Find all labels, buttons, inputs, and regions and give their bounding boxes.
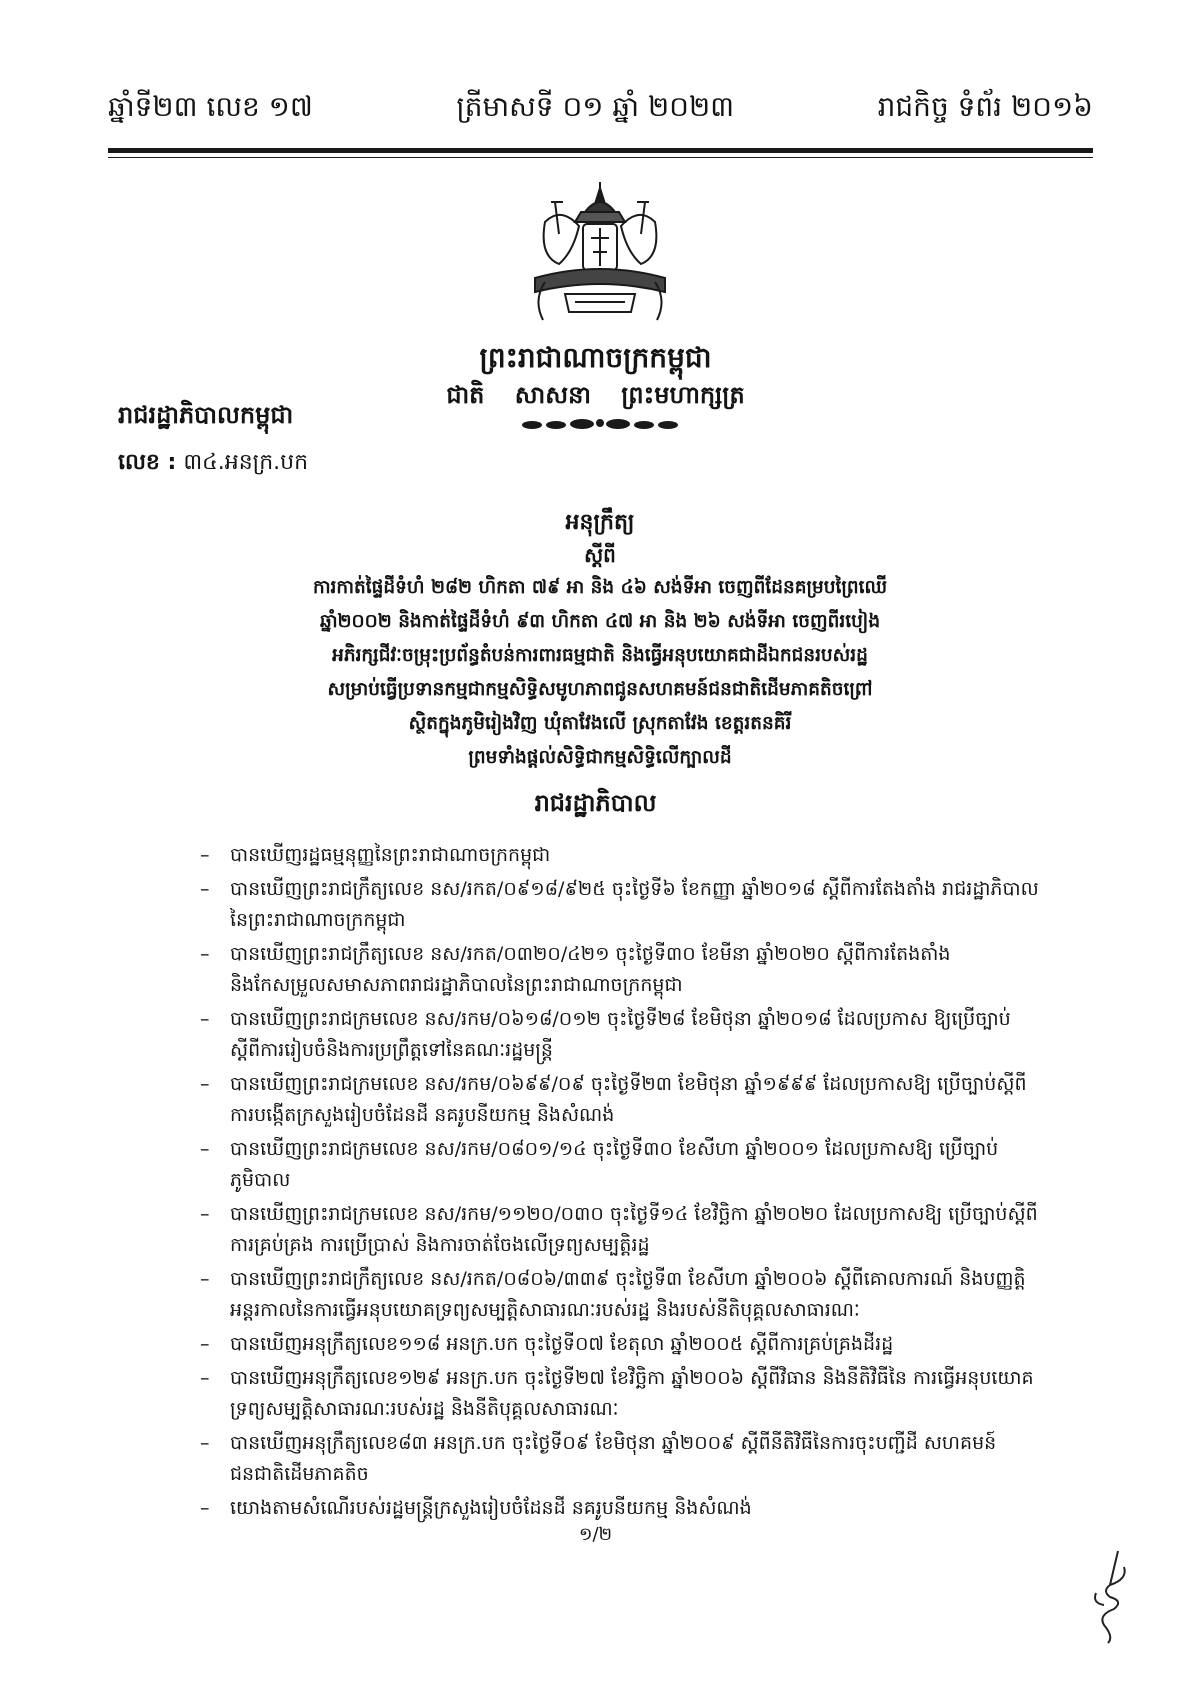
dash-bullet: –	[200, 1073, 210, 1095]
kingdom-motto: ជាតិ សាសនា ព្រះមហាក្សត្រ	[446, 381, 745, 409]
visa-text: បានឃើញព្រះរាជក្រមលេខ នស/រកម/០៦១៨/០១២ ចុះថ្ងៃទី២៨ ខែមិថុនា ឆ្នាំ២០១៨ ដែលប្រកាស ឱ្យប្រើច្បាប់ស្តីពីការរៀបចំនិងការប្រព្រឹត្តទៅនៃគណៈរដ្ឋមន្ត្រី	[230, 1008, 1011, 1061]
gazette-issue: ឆ្នាំទី២៣ លេខ ១៧	[108, 89, 313, 123]
dash-bullet: –	[200, 878, 210, 900]
visa-item	[200, 1069, 1040, 1131]
visa-text: បានឃើញព្រះរាជក្រឹត្យលេខ នស/រកត/០៩១៨/៩២៥ ចុះថ្ងៃទី៦ ខែកញ្ញា ឆ្នាំ២០១៨ ស្តីពីការតែងតាំង រាជរដ្ឋាភិបាលនៃព្រះរាជាណាចក្រកម្ពុជា	[230, 878, 1039, 931]
gazette-header	[108, 80, 1093, 138]
dash-bullet: –	[200, 1432, 210, 1454]
gazette-page: រាជកិច្ច ទំព័រ ២០១៦	[877, 89, 1093, 123]
page-number: ១/២	[578, 1524, 613, 1545]
title-line: ការកាត់ផ្ទៃដីទំហំ ២៨២ ហិកតា ៧៩ អា និង ៤៦ សង់ទីអា ចេញពីដែនគម្របព្រៃឈើ	[312, 577, 888, 598]
dash-bullet: –	[200, 1367, 210, 1389]
visa-item	[200, 1329, 1040, 1360]
royal-coat-of-arms-icon	[515, 182, 685, 332]
dash-bullet: –	[200, 844, 210, 866]
title-line: ស្ថិតក្នុងភូមិរៀងវិញ ឃុំតាវែងលើ ស្រុកតាវែង ខេត្តរតនគិរី	[408, 713, 792, 734]
kingdom-name: ព្រះរាជាណាចក្រកម្ពុជា	[479, 341, 712, 374]
visa-text: បានឃើញអនុក្រឹត្យលេខ១២៩ អនក្រ.បក ចុះថ្ងៃទី២៧ ខែវិច្ឆិកា ឆ្នាំ២០០៦ ស្តីពីវិធាន និងនីតិវិធីនៃ ការធ្វើអនុបយោគទ្រព្យសម្បត្តិសាធារណៈរបស់រដ្ឋ និងនីតិបុគ្គលសាធារណៈ	[230, 1367, 1034, 1420]
handwritten-initial-icon	[1080, 1545, 1140, 1645]
visa-item	[200, 1264, 1040, 1326]
reference-number-value: ៣៤.អនក្រ.បក	[183, 450, 309, 475]
dash-bullet: –	[200, 1008, 210, 1030]
title-line: ព្រមទាំងផ្តល់សិទ្ធិជាកម្មសិទ្ធិលើក្បាលដី	[468, 747, 732, 768]
government-heading: រាជរដ្ឋាភិបាល	[534, 789, 657, 817]
visa-item	[200, 874, 1040, 936]
visa-text: បានឃើញព្រះរាជក្រមលេខ នស/រកម/០៨០១/១៤ ចុះថ្ងៃទី៣០ ខែសីហា ឆ្នាំ២០០១ ដែលប្រកាសឱ្យ ប្រើច្បាប់ភូមិបាល	[230, 1138, 999, 1191]
document-title	[160, 507, 1040, 775]
dash-bullet: –	[200, 1203, 210, 1225]
visa-item	[200, 1199, 1040, 1261]
visa-item	[200, 1493, 1040, 1524]
gazette-date: ត្រីមាសទី ០១ ឆ្នាំ ២០២៣	[456, 89, 735, 123]
header-rule-thin	[108, 157, 1093, 158]
visa-text: បានឃើញរដ្ឋធម្មនុញ្ញនៃព្រះរាជាណាចក្រកម្ពុជា	[230, 844, 551, 866]
header-rule	[108, 148, 1093, 153]
ornament-divider	[520, 415, 680, 433]
visa-text: បានឃើញព្រះរាជក្រមលេខ នស/រកម/១១២០/០៣០ ចុះថ្ងៃទី១៤ ខែវិច្ឆិកា ឆ្នាំ២០២០ ដែលប្រកាសឱ្យ ប្រើច្បាប់ស្តីពីការគ្រប់គ្រង ការប្រើប្រាស់ និងការចាត់ចែងលើទ្រព្យសម្បត្តិរដ្ឋ	[230, 1203, 1038, 1256]
visa-item	[200, 939, 1040, 1001]
issuing-authority: រាជរដ្ឋាភិបាលកម្ពុជា	[118, 401, 294, 429]
dash-bullet: –	[200, 1497, 210, 1519]
visa-item	[200, 840, 1040, 871]
title-line: ឆ្នាំ២០០២ និងកាត់ផ្ទៃដីទំហំ ៩៣ ហិកតា ៤៧ អា និង ២៦ សង់ទីអា ចេញពីរបៀង	[319, 611, 881, 632]
visa-item	[200, 1428, 1040, 1490]
visa-text: បានឃើញព្រះរាជក្រឹត្យលេខ នស/រកត/០៣២០/៤២១ ចុះថ្ងៃទី៣០ ខែមីនា ឆ្នាំ២០២០ ស្តីពីការតែងតាំង និងកែសម្រួលសមាសភាពរាជរដ្ឋាភិបាលនៃព្រះរាជាណាចក្រកម្ពុជា	[230, 943, 951, 996]
visa-text: បានឃើញអនុក្រឹត្យលេខ១១៨ អនក្រ.បក ចុះថ្ងៃទី០៧ ខែតុលា ឆ្នាំ២០០៥ ស្តីពីការគ្រប់គ្រងដីរដ្ឋ	[230, 1333, 894, 1355]
reference-number	[118, 448, 308, 480]
reference-number-label: លេខ :	[118, 450, 177, 475]
document-type: អនុក្រឹត្យ	[565, 510, 635, 535]
visa-item	[200, 1004, 1040, 1066]
visa-text: បានឃើញអនុក្រឹត្យលេខ៨៣ អនក្រ.បក ចុះថ្ងៃទី០៩ ខែមិថុនា ឆ្នាំ២០០៩ ស្តីពីនីតិវិធីនៃការចុះបញ្ជីដី សហគមន៍ជនជាតិដើមភាគតិច	[230, 1432, 997, 1485]
visa-text: បានឃើញព្រះរាជក្រឹត្យលេខ នស/រកត/០៨០៦/៣៣៩ ចុះថ្ងៃទី៣ ខែសីហា ឆ្នាំ២០០៦ ស្តីពីគោលការណ៍ និងបញ្ញត្តិអន្តរកាលនៃការធ្វើអនុបយោគទ្រព្យសម្បត្តិសាធារណៈរបស់រដ្ឋ និងរបស់នីតិបុគ្គលសាធារណៈ	[230, 1268, 1026, 1321]
title-line: សម្រាប់ធ្វើប្រទានកម្មជាកម្មសិទ្ធិសមូហភាពជូនសហគមន៍ជនជាតិដើមភាគតិចព្រៅ	[327, 679, 873, 700]
visa-text: បានឃើញព្រះរាជក្រមលេខ នស/រកម/០៦៩៩/០៩ ចុះថ្ងៃទី២៣ ខែមិថុនា ឆ្នាំ១៩៩៩ ដែលប្រកាសឱ្យ ប្រើច្បាប់ស្តីពីការបង្កើតក្រសួងរៀបចំដែនដី នគរូបនីយកម្ម និងសំណង់	[230, 1073, 1027, 1126]
visa-text: យោងតាមសំណើរបស់រដ្ឋមន្ត្រីក្រសួងរៀបចំដែនដី នគរូបនីយកម្ម និងសំណង់	[230, 1497, 752, 1519]
dash-bullet: –	[200, 1268, 210, 1290]
title-line: អភិរក្សជីវៈចម្រុះប្រព័ន្ធតំបន់ការពារធម្មជាតិ និងធ្វើអនុបយោគជាដីឯកជនរបស់រដ្ឋ	[332, 645, 868, 666]
visa-list	[200, 840, 1040, 1527]
dash-bullet: –	[200, 943, 210, 965]
dash-bullet: –	[200, 1333, 210, 1355]
visa-item	[200, 1134, 1040, 1196]
document-about: ស្ដីពី	[584, 543, 616, 567]
visa-item	[200, 1363, 1040, 1425]
dash-bullet: –	[200, 1138, 210, 1160]
